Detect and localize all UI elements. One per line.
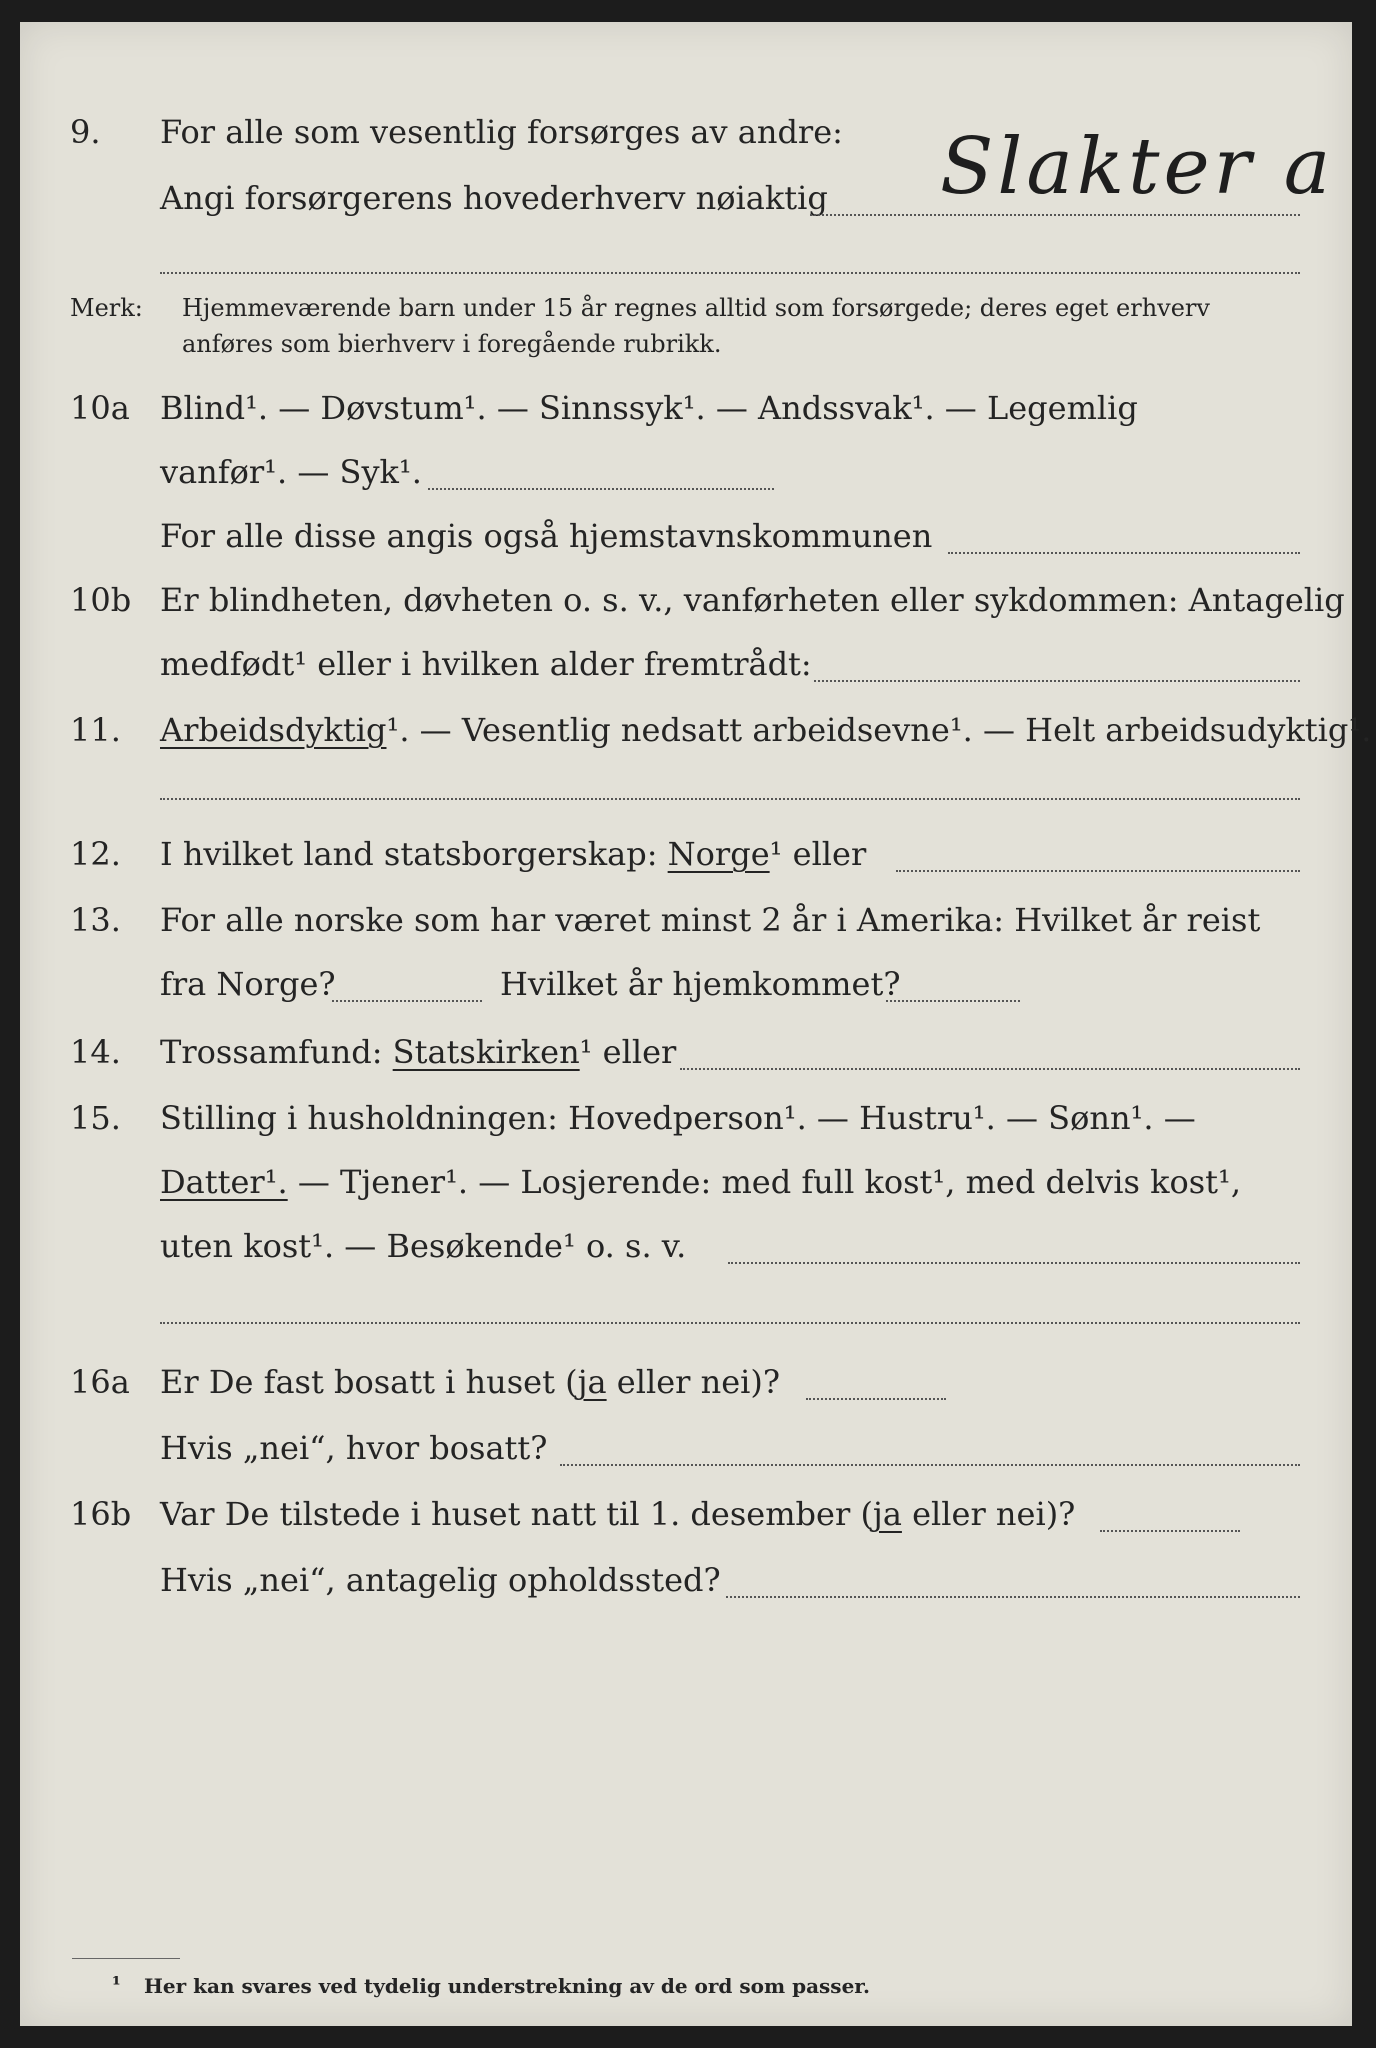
question-13-line-2: [20, 954, 1352, 1014]
underlined-answer: ja: [872, 1495, 902, 1533]
question-text: Hvilket år hjemkommet?: [500, 965, 901, 1003]
question-number: 10b: [70, 581, 132, 619]
underlined-answer: Statskirken: [392, 1033, 580, 1071]
question-text: Angi forsørgerens hovederhverv nøiaktig: [160, 179, 828, 217]
question-11: [20, 700, 1372, 760]
question-16a-line-2: [20, 1418, 1352, 1478]
question-number: 16b: [70, 1495, 132, 1533]
note-text: anføres som bierhverv i foregående rubrikk.: [182, 330, 722, 358]
question-text: [160, 1152, 1241, 1212]
answer-line: [806, 1398, 946, 1400]
question-15-line-2: [20, 1152, 1352, 1212]
question-16a: [20, 1352, 1352, 1412]
question-16b: [20, 1484, 1352, 1544]
question-text: [160, 1022, 676, 1082]
question-text: Hvis „nei“, antagelig opholdssted?: [160, 1561, 721, 1599]
question-number: 11.: [70, 711, 121, 749]
question-text-rest: — Tjener¹. — Losjerende: med full kost¹, med delvis kost¹,: [287, 1163, 1242, 1201]
answer-line: [160, 1322, 1300, 1324]
answer-line: [814, 680, 1300, 682]
question-text: [160, 824, 866, 884]
note-label: Merk:: [70, 294, 143, 322]
question-text: For alle disse angis også hjemstavnskommunen: [160, 517, 933, 555]
question-text: medfødt¹ eller i hvilken alder fremtrådt:: [160, 645, 812, 683]
question-10b: [20, 570, 1352, 630]
answer-line: [728, 1262, 1300, 1264]
question-number: 10a: [70, 389, 130, 427]
question-text: Hvis „nei“, hvor bosatt?: [160, 1429, 548, 1467]
question-text: Blind¹. — Døvstum¹. — Sinnssyk¹. — Andssvak¹. — Legemlig: [160, 389, 1138, 427]
question-10a-line-2: [20, 442, 1352, 502]
answer-line: [726, 1596, 1300, 1598]
answer-line: [896, 870, 1300, 872]
question-text: For alle som vesentlig forsørges av andre:: [160, 113, 843, 151]
answer-line: [160, 272, 1300, 274]
answer-line: [680, 1068, 1300, 1070]
question-text-post: eller nei)?: [606, 1363, 781, 1401]
question-16b-line-2: [20, 1550, 1352, 1610]
question-14: [20, 1022, 1352, 1082]
note-text: Hjemmeværende barn under 15 år regnes alltid som forsørgede; deres eget erhverv: [182, 294, 1210, 322]
answer-line: [948, 552, 1300, 554]
question-text: For alle norske som har været minst 2 år i Amerika: Hvilket år reist: [160, 901, 1261, 939]
question-text: [160, 1352, 780, 1412]
question-text-rest: ¹. — Vesentlig nedsatt arbeidsevne¹. — Helt arbeidsudyktig¹.: [386, 711, 1372, 749]
answer-line: [560, 1464, 1300, 1466]
answer-line: [886, 1000, 1020, 1002]
underlined-answer: Datter¹.: [160, 1163, 288, 1201]
question-15: [20, 1088, 1352, 1148]
question-text: [160, 1484, 1075, 1544]
footnote-mark: ¹: [112, 1972, 121, 1996]
question-10b-line-2: [20, 634, 1352, 694]
question-text: vanfør¹. — Syk¹.: [160, 453, 422, 491]
question-number: 15.: [70, 1099, 121, 1137]
handwritten-answer: Slakter a: [940, 122, 1335, 212]
question-text-post: eller nei)?: [901, 1495, 1076, 1533]
answer-line: [1100, 1530, 1240, 1532]
question-text-post: ¹ eller: [769, 835, 867, 873]
question-10a: [20, 378, 1352, 438]
footnote-rule: [72, 1958, 180, 1959]
question-text-pre: I hvilket land statsborgerskap:: [160, 835, 658, 873]
question-text: uten kost¹. — Besøkende¹ o. s. v.: [160, 1227, 687, 1265]
question-text: Stilling i husholdningen: Hovedperson¹. — Hustru¹. — Sønn¹. —: [160, 1099, 1196, 1137]
question-13: [20, 890, 1352, 950]
question-10a-line-3: [20, 506, 1352, 566]
underlined-answer: Arbeidsdyktig: [160, 711, 387, 749]
underlined-answer: ja: [577, 1363, 607, 1401]
question-text: [160, 700, 1371, 760]
question-text: Er blindheten, døvheten o. s. v., vanførheten eller sykdommen: Antagelig: [160, 581, 1345, 619]
question-number: 13.: [70, 901, 121, 939]
answer-line: [332, 1000, 482, 1002]
question-text-post: ¹ eller: [579, 1033, 677, 1071]
question-text: fra Norge?: [160, 965, 336, 1003]
answer-line: [810, 214, 1300, 216]
census-form-page: [20, 22, 1372, 2026]
question-15-line-3: [20, 1216, 1352, 1276]
question-text-pre: Var De tilstede i huset natt til 1. desember (: [160, 1495, 873, 1533]
answer-line: [428, 488, 774, 490]
question-number: 12.: [70, 835, 121, 873]
question-text-pre: Er De fast bosatt i huset (: [160, 1363, 578, 1401]
question-text-pre: Trossamfund:: [160, 1033, 383, 1071]
underlined-answer: Norge: [667, 835, 770, 873]
question-12: [20, 824, 1352, 884]
answer-line: [160, 798, 1300, 800]
question-number: 9.: [70, 113, 101, 151]
question-number: 14.: [70, 1033, 121, 1071]
question-number: 16a: [70, 1363, 130, 1401]
footnote-text: Her kan svares ved tydelig understrekning av de ord som passer.: [144, 1974, 870, 1998]
